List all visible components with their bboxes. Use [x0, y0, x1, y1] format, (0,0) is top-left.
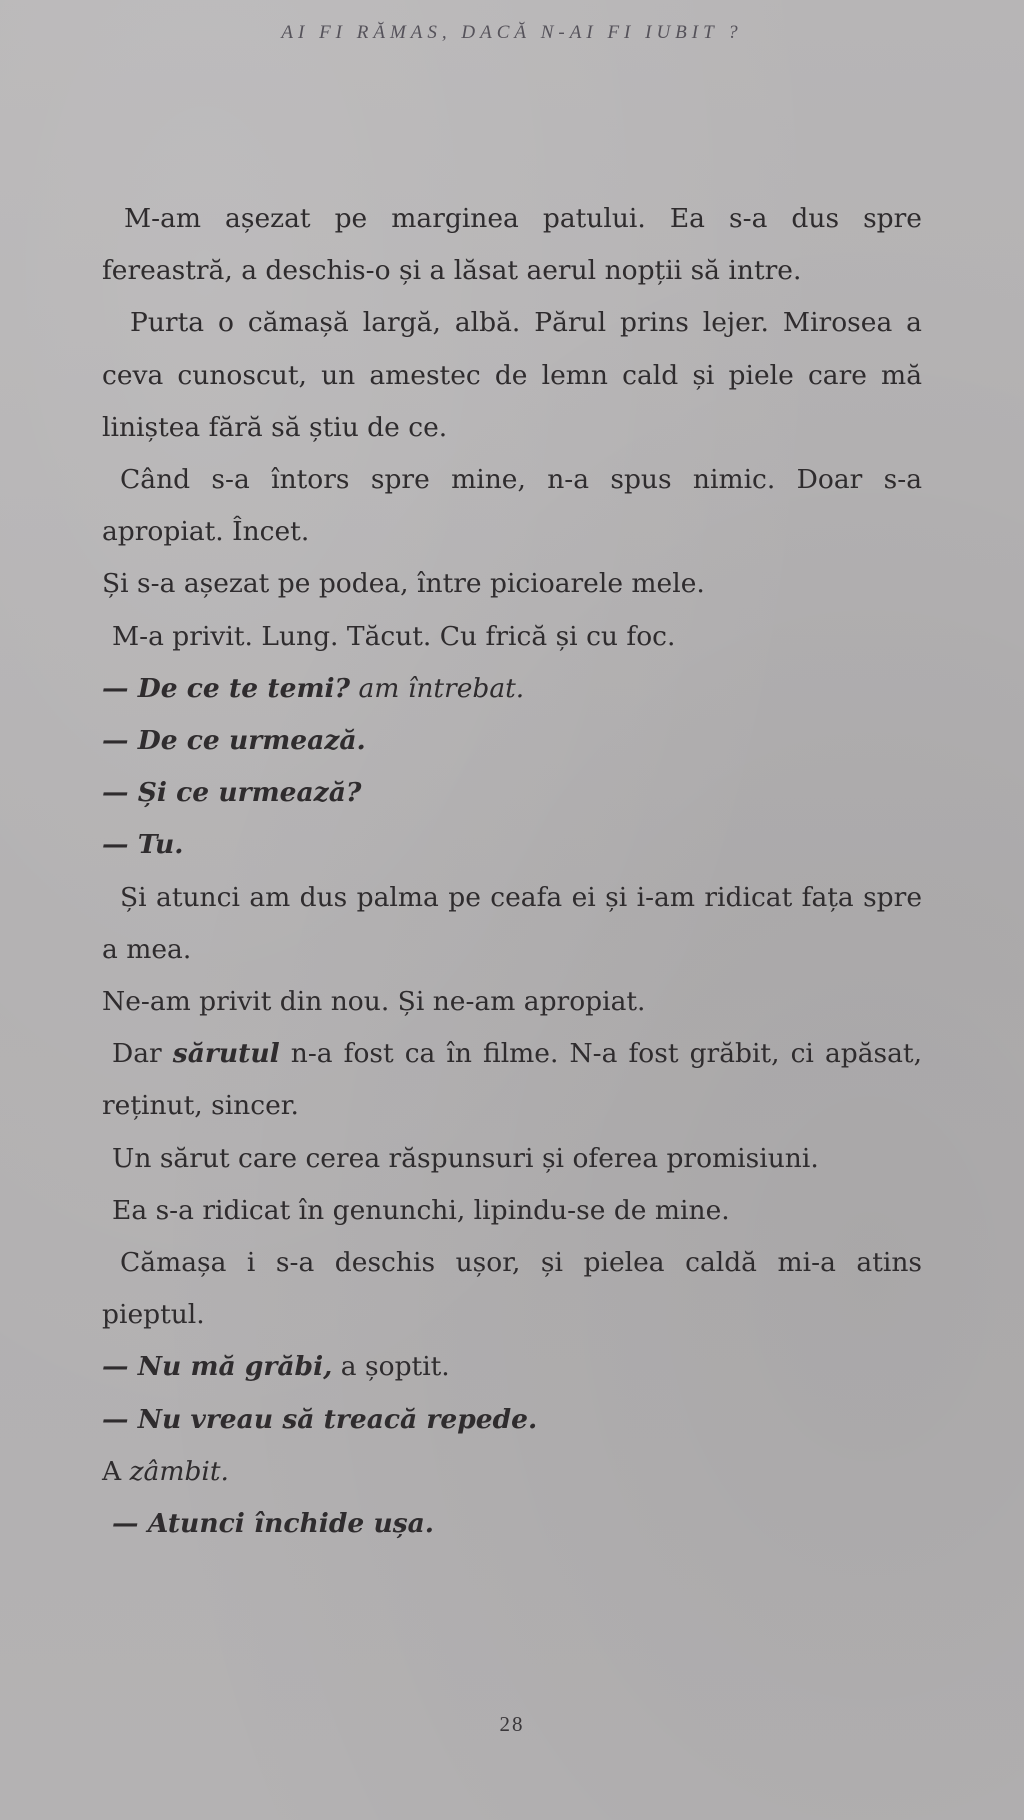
paragraph	[102, 1028, 922, 1132]
dialogue-speech: — Nu mă grăbi,	[102, 1351, 333, 1383]
dialogue-line	[102, 1394, 922, 1446]
dialogue-line	[102, 663, 922, 715]
dialogue-line	[102, 1341, 922, 1393]
dialogue-speech: — De ce te temi?	[102, 672, 351, 704]
emphasis: zâmbit.	[129, 1455, 229, 1487]
paragraph	[102, 1446, 922, 1498]
paragraph: Ea s-a ridicat în genunchi, lipindu-se de mine.	[112, 1194, 730, 1226]
emphasis: sărutul	[172, 1038, 280, 1070]
paragraph: Și atunci am dus palma pe ceafa ei și i-am ridicat fața spre a mea.	[102, 881, 922, 965]
paragraph: Cămașa i s-a deschis ușor, și pielea caldă mi-a atins pieptul.	[102, 1247, 922, 1331]
dialogue-line	[102, 1498, 922, 1550]
paragraph: Ne-am privit din nou. Și ne-am apropiat.	[102, 986, 646, 1018]
paragraph: M-am așezat pe marginea patului. Ea s-a dus spre fereastră, a deschis-o și a lăsat aerul nopții să intre.	[102, 203, 922, 287]
page-number: 28	[499, 1712, 525, 1736]
dialogue-line	[102, 767, 922, 819]
text-run: A	[102, 1455, 130, 1487]
paragraph: Când s-a întors spre mine, n-a spus nimic. Doar s-a apropiat. Încet.	[102, 464, 922, 548]
text-run: n-a fost ca în filme. N-a fost grăbit, ci apăsat, reținut, sincer.	[102, 1038, 922, 1122]
paragraph: Și s-a așezat pe podea, între picioarele mele.	[102, 568, 705, 600]
dialogue-tag: a șoptit.	[332, 1351, 450, 1383]
paragraph: Purta o cămașă largă, albă. Părul prins lejer. Mirosea a ceva cunoscut, un amestec de lemn cald și piele care mă liniștea fără să știu de ce.	[102, 307, 922, 443]
running-header: AI FI RĂMAS, DACĂ N-AI FI IUBIT ?	[281, 22, 743, 43]
paragraph: M-a privit. Lung. Tăcut. Cu frică și cu foc.	[112, 620, 676, 652]
text-run: Dar	[112, 1038, 173, 1070]
dialogue-line	[102, 819, 922, 871]
dialogue-speech: — Atunci închide ușa.	[112, 1508, 435, 1540]
dialogue-speech: — Nu vreau să treacă repede.	[102, 1403, 538, 1435]
paragraph: Un sărut care cerea răspunsuri și oferea promisiuni.	[112, 1142, 819, 1174]
dialogue-speech: — Și ce urmează?	[102, 777, 362, 809]
chapter-body	[102, 193, 922, 1550]
dialogue-tag: am întrebat.	[350, 672, 525, 704]
dialogue-speech: — De ce urmează.	[102, 725, 366, 757]
dialogue-line	[102, 715, 922, 767]
dialogue-speech: — Tu.	[102, 829, 184, 861]
